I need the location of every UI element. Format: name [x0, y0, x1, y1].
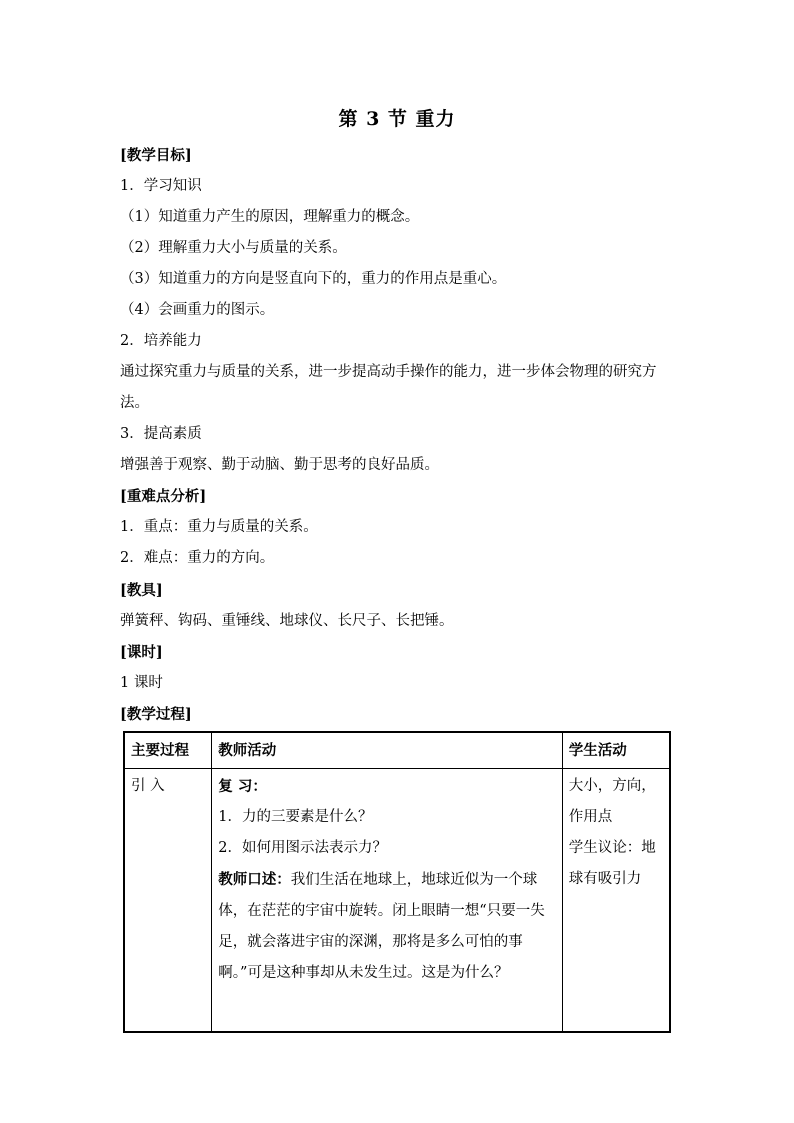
- key-point-2: 2．难点：重力的方向。: [120, 550, 275, 566]
- section-heading-hours: [课时]: [120, 644, 163, 661]
- review-label: 复 习：: [218, 778, 267, 795]
- narration-text: 我们生活在地球上，地球近似为一个球体，在茫茫的宇宙中旋转。闭上眼睛一想“只要一失足，就会落进宇宙的深渊，那将是多么可怕的事啊。”可是这种事却从未发生过。这是为什么？: [218, 872, 545, 981]
- section-heading-key-points: [重难点分析]: [120, 488, 207, 505]
- goal-1-item-4: （4）会画重力的图示。: [120, 302, 275, 318]
- hours-text: 1 课时: [120, 675, 163, 691]
- student-discussion: 学生议论：地球有吸引力: [568, 840, 656, 887]
- student-activity-cell: [562, 769, 670, 1033]
- key-point-1: 1．重点：重力与质量的关系。: [120, 519, 318, 535]
- review-question-2: 2．如何用图示法表示力？: [218, 840, 388, 856]
- table-header-teacher: 教师活动: [212, 732, 562, 769]
- teacher-narration: [218, 864, 555, 989]
- goal-1-item-3: （3）知道重力的方向是竖直向下的，重力的作用点是重心。: [120, 271, 507, 287]
- section-heading-goals: [教学目标]: [120, 147, 192, 164]
- teacher-activity-cell: [212, 769, 562, 1033]
- student-answer: 大小，方向，作用点: [568, 778, 656, 825]
- table-header-student: 学生活动: [562, 732, 670, 769]
- stage-cell: [124, 769, 212, 1033]
- table-header-stage: 主要过程: [124, 732, 212, 769]
- stage-label: 引 入: [131, 778, 165, 794]
- table-row: [124, 769, 670, 1033]
- page-title: 第 3 节 重力: [338, 108, 456, 130]
- section-heading-process: [教学过程]: [120, 706, 192, 723]
- table-header-row: [124, 732, 670, 769]
- review-question-1: 1．力的三要素是什么？: [218, 809, 373, 825]
- goal-2-text: 通过探究重力与质量的关系，进一步提高动手操作的能力，进一步体会物理的研究方法。: [120, 364, 657, 411]
- goal-1-heading: 1．学习知识: [120, 178, 202, 194]
- goal-3-text: 增强善于观察、勤于动脑、勤于思考的良好品质。: [120, 457, 439, 473]
- narration-label: 教师口述：: [218, 871, 291, 888]
- section-heading-tools: [教具]: [120, 582, 163, 599]
- goal-2-heading: 2．培养能力: [120, 333, 202, 349]
- goal-1-item-1: （1）知道重力产生的原因，理解重力的概念。: [120, 209, 420, 225]
- tools-text: 弹簧秤、钩码、重锤线、地球仪、长尺子、长把锤。: [120, 613, 454, 629]
- process-table: [123, 731, 671, 1033]
- goal-1-item-2: （2）理解重力大小与质量的关系。: [120, 240, 347, 256]
- goal-3-heading: 3．提高素质: [120, 426, 202, 442]
